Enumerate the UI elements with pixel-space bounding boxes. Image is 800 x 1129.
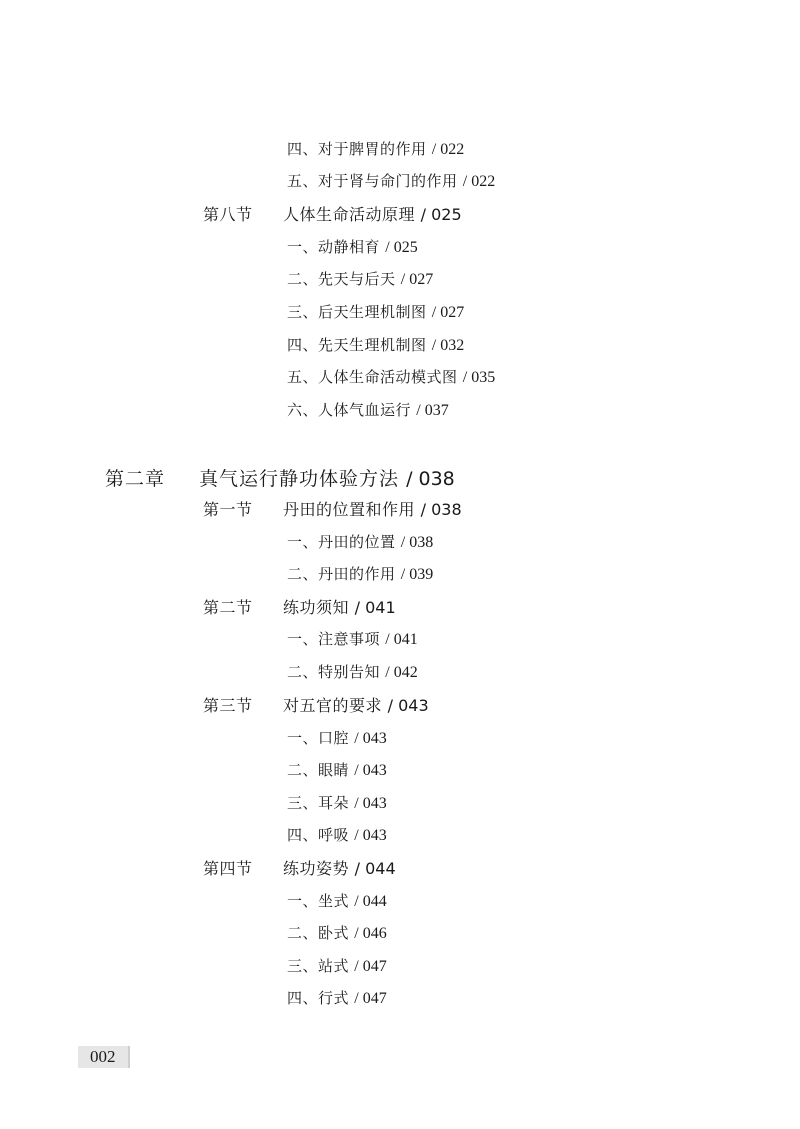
toc-section-page: / 025	[420, 205, 462, 224]
toc-item-page: / 044	[354, 893, 387, 910]
toc-section-title: 人体生命活动原理	[283, 205, 416, 224]
toc-section-page: / 038	[420, 500, 462, 519]
toc-item	[287, 338, 464, 354]
toc-item	[287, 142, 464, 158]
toc-item	[287, 240, 418, 256]
toc-item-page: / 038	[400, 534, 434, 551]
toc-section	[203, 207, 462, 223]
toc-section-label: 第一节	[203, 500, 253, 519]
toc-chapter	[105, 470, 455, 489]
toc-item-title: 四、呼吸	[287, 826, 350, 844]
toc-item-page: / 025	[385, 239, 418, 256]
toc-item	[287, 632, 418, 648]
toc-item-page: / 047	[354, 990, 387, 1007]
toc-item	[287, 828, 387, 844]
toc-item-title: 二、特别告知	[287, 663, 381, 681]
toc-section	[203, 698, 429, 714]
toc-item-title: 三、耳朵	[287, 794, 350, 812]
toc-section-label: 第三节	[203, 696, 253, 715]
toc-item-page: / 022	[462, 173, 496, 190]
toc-section-label: 第二节	[203, 598, 253, 617]
toc-item-page: / 027	[431, 304, 465, 321]
toc-item	[287, 959, 387, 975]
toc-item-title: 一、坐式	[287, 892, 350, 910]
toc-item	[287, 305, 464, 321]
toc-item-page: / 035	[462, 369, 496, 386]
toc-item-title: 二、先天与后天	[287, 270, 396, 288]
toc-item-page: / 043	[354, 730, 387, 747]
toc-section-title: 对五官的要求	[283, 696, 383, 715]
toc-item-title: 一、动静相育	[287, 238, 381, 256]
toc-item-page: / 042	[385, 664, 418, 681]
toc-section	[203, 600, 396, 616]
toc-item-page: / 043	[354, 827, 387, 844]
toc-item	[287, 272, 433, 288]
toc-item-title: 三、站式	[287, 957, 350, 975]
toc-item-title: 五、人体生命活动模式图	[287, 368, 458, 386]
toc-item-title: 二、眼睛	[287, 761, 350, 779]
toc-item	[287, 567, 433, 583]
toc-section-page: / 043	[387, 696, 429, 715]
toc-item-page: / 027	[400, 271, 434, 288]
toc-section	[203, 502, 462, 518]
toc-item-page: / 043	[354, 762, 387, 779]
toc-item-title: 二、卧式	[287, 924, 350, 942]
toc-item	[287, 991, 387, 1007]
toc-section	[203, 861, 396, 877]
toc-item	[287, 665, 418, 681]
toc-item-title: 四、先天生理机制图	[287, 336, 427, 354]
toc-item-title: 一、口腔	[287, 729, 350, 747]
toc-item-page: / 022	[431, 141, 465, 158]
toc-item-title: 四、行式	[287, 989, 350, 1007]
toc-section-label: 第八节	[203, 205, 253, 224]
toc-item-page: / 046	[354, 925, 387, 942]
toc-item	[287, 403, 449, 419]
toc-item-page: / 041	[385, 631, 418, 648]
toc-item	[287, 926, 387, 942]
toc-item	[287, 370, 495, 386]
toc-item-title: 六、人体气血运行	[287, 401, 412, 419]
toc-item-page: / 043	[354, 795, 387, 812]
toc-item	[287, 535, 433, 551]
toc-item	[287, 731, 387, 747]
toc-item	[287, 174, 495, 190]
toc-item-page: / 032	[431, 337, 465, 354]
toc-item	[287, 796, 387, 812]
toc-section-page: / 044	[354, 859, 396, 878]
toc-item-page: / 039	[400, 566, 434, 583]
toc-item-title: 一、丹田的位置	[287, 533, 396, 551]
toc-item-title: 四、对于脾胃的作用	[287, 140, 427, 158]
toc-item-title: 一、注意事项	[287, 630, 381, 648]
toc-item-title: 五、对于肾与命门的作用	[287, 172, 458, 190]
toc-section-page: / 041	[354, 598, 396, 617]
toc-item	[287, 894, 387, 910]
toc-item-page: / 037	[416, 402, 449, 419]
toc-item-page: / 047	[354, 958, 387, 975]
toc-section-label: 第四节	[203, 859, 253, 878]
page-number: 002	[78, 1046, 130, 1068]
toc-section-title: 练功须知	[283, 598, 350, 617]
toc-item-title: 三、后天生理机制图	[287, 303, 427, 321]
toc-section-title: 丹田的位置和作用	[283, 500, 416, 519]
toc-chapter-label: 第二章	[105, 468, 166, 490]
toc-chapter-title: 真气运行静功体验方法	[199, 468, 400, 490]
toc-item-title: 二、丹田的作用	[287, 565, 396, 583]
toc-section-title: 练功姿势	[283, 859, 350, 878]
toc-chapter-page: / 038	[406, 468, 455, 490]
toc-item	[287, 763, 387, 779]
